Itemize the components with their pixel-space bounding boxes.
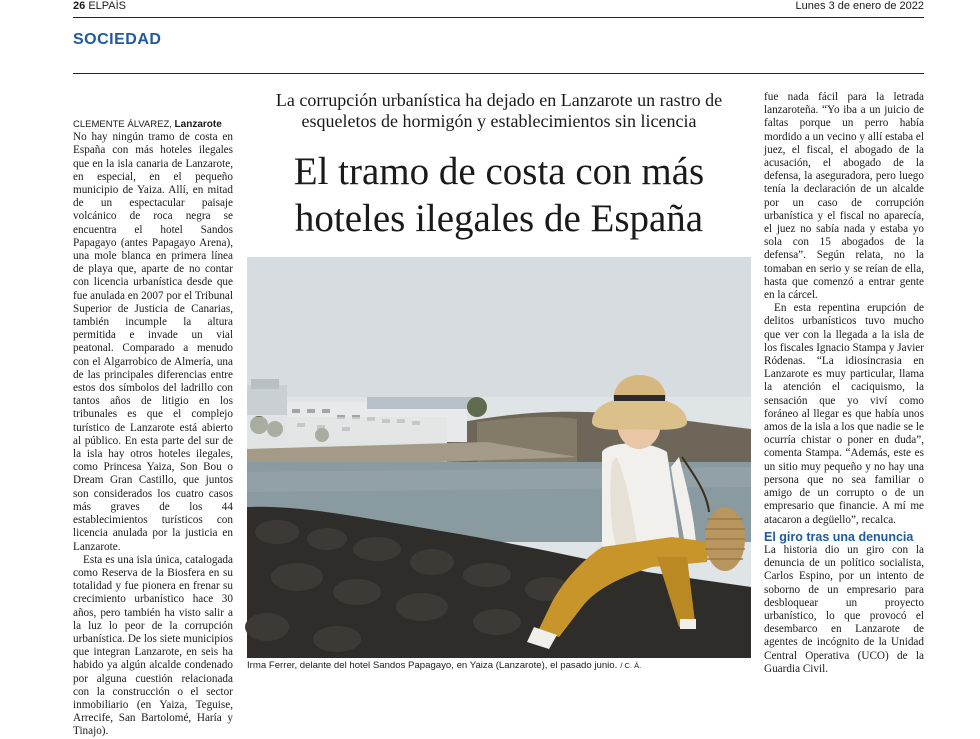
body-paragraph: En esta repentina erupción de delitos urbanísticos tuvo mucho que ver con la llegada a la isla de los fiscales Ignacio Stampa y Javier Ródenas. “La idiosincrasia en Lanzarote es muy particular, llama la atención el caciquismo, la sensación que yo viví como foráneo al llegar es que había unos amos de la isla a los que nadie se le ocurría chistar o poner en duda”, comenta Stampa. “Además, este es un sitio muy pequeño y no hay una persona que no sea familiar o amigo de un corrupto o de un empresario que financie. A mí me atacaron a degüello”, recalca. — [764, 302, 924, 526]
article-column-left — [73, 118, 233, 738]
page-header — [73, 0, 924, 16]
headline: El tramo de costa con más hoteles ilegales de España — [293, 150, 705, 240]
page-number: 26 ELPAÍS — [73, 0, 127, 12]
header-rule — [73, 17, 924, 18]
article-column-right — [764, 91, 924, 677]
kicker: La corrupción urbanística ha dejado en Lanzarote un rastro de esqueletos de hormigón y establecimientos sin licencia — [275, 90, 723, 131]
body-paragraph: No hay ningún tramo de costa en España con más hoteles ilegales que en la isla canaria de Lanzarote, en especial, en el pequeño municipio de Yaiza. Allí, en mitad de un espectacular paisaje volcánico de roca negra se encuentra el hotel Sandos Papagayo (antes Papagayo Arena), una mole blanca en primera línea de playa que, aparte de no contar con licencia urbanística desde que fue anulada en 2007 por el Tribunal Superior de Justicia de Canarias, también incumple la altura permitida e invade un vial peatonal. Comparado a menudo con el Algarrobico de Almería, una de las principales diferencias entre estos dos símbolos del ladrillo con tantos años de litigio en los tribunales es que el complejo turístico de Lanzarote está abierto al público. En esta parte del sur de la isla hay otros hoteles ilegales, como Princesa Yaiza, Son Bou o Dream Gran Castillo, que juntos son considerados los cuatro casos más graves de los 44 establecimientos turísticos con licencia anulada por la justicia en Lanzarote. — [73, 131, 233, 553]
paper-name: ELPAÍS — [88, 0, 127, 12]
section-title: SOCIEDAD — [73, 31, 162, 48]
byline-author: CLEMENTE ÁLVAREZ, — [73, 119, 172, 130]
byline — [73, 118, 233, 131]
photo-caption — [247, 660, 751, 671]
article-photo — [247, 257, 751, 658]
caption-text: Irma Ferrer, delante del hotel Sandos Papagayo, en Yaiza (Lanzarote), el pasado junio. — [247, 660, 618, 671]
body-paragraph: fue nada fácil para la letrada lanzaroteña. “Yo iba a un juicio de faltas porque un perro había mordido a un vecino y allí estaba el juez, el fiscal, el abogado de la acusación, el abogado de la defensa, la aseguradora, pero luego tenía la declaración de un alcalde por un caso de corrupción urbanística y el fiscal no aparecía, el juez no sabía nada y estaba yo sola con 15 abogados de la defensa”. Según relata, no la tomaban en serio y se reían de ella, hasta que comenzó a entrar gente en la cárcel. — [764, 91, 924, 302]
body-paragraph: La historia dio un giro con la denuncia de un político socialista, Carlos Espino, por un intento de soborno de un empresario para desbloquear un proyecto urbanístico, lo que provocó el desembarco en Lanzarote de agentes de incógnito de la Unidad Central Operativa (UCO) de la Guardia Civil. — [764, 543, 924, 675]
photo-credit: / C. Á. — [620, 661, 642, 670]
byline-place: Lanzarote — [174, 119, 222, 130]
section-rule — [73, 73, 924, 74]
body-paragraph: Esta es una isla única, catalogada como Reserva de la Biosfera en su totalidad y fue pionera en frenar su crecimiento urbanístico hace 30 años, pero también ha visto salir a la luz lo peor de la corrupción urbanística. De los siete municipios que integran Lanzarote, en seis ha habido ya algún alcalde condenado por alguna cuestión relacionada con la construcción o el sector inmobiliario (en Yaiza, Teguise, Arrecife, San Bartolomé, Haría y Tinajo). — [73, 553, 233, 738]
issue-date: Lunes 3 de enero de 2022 — [795, 0, 924, 12]
subheading: El giro tras una denuncia — [764, 529, 914, 544]
